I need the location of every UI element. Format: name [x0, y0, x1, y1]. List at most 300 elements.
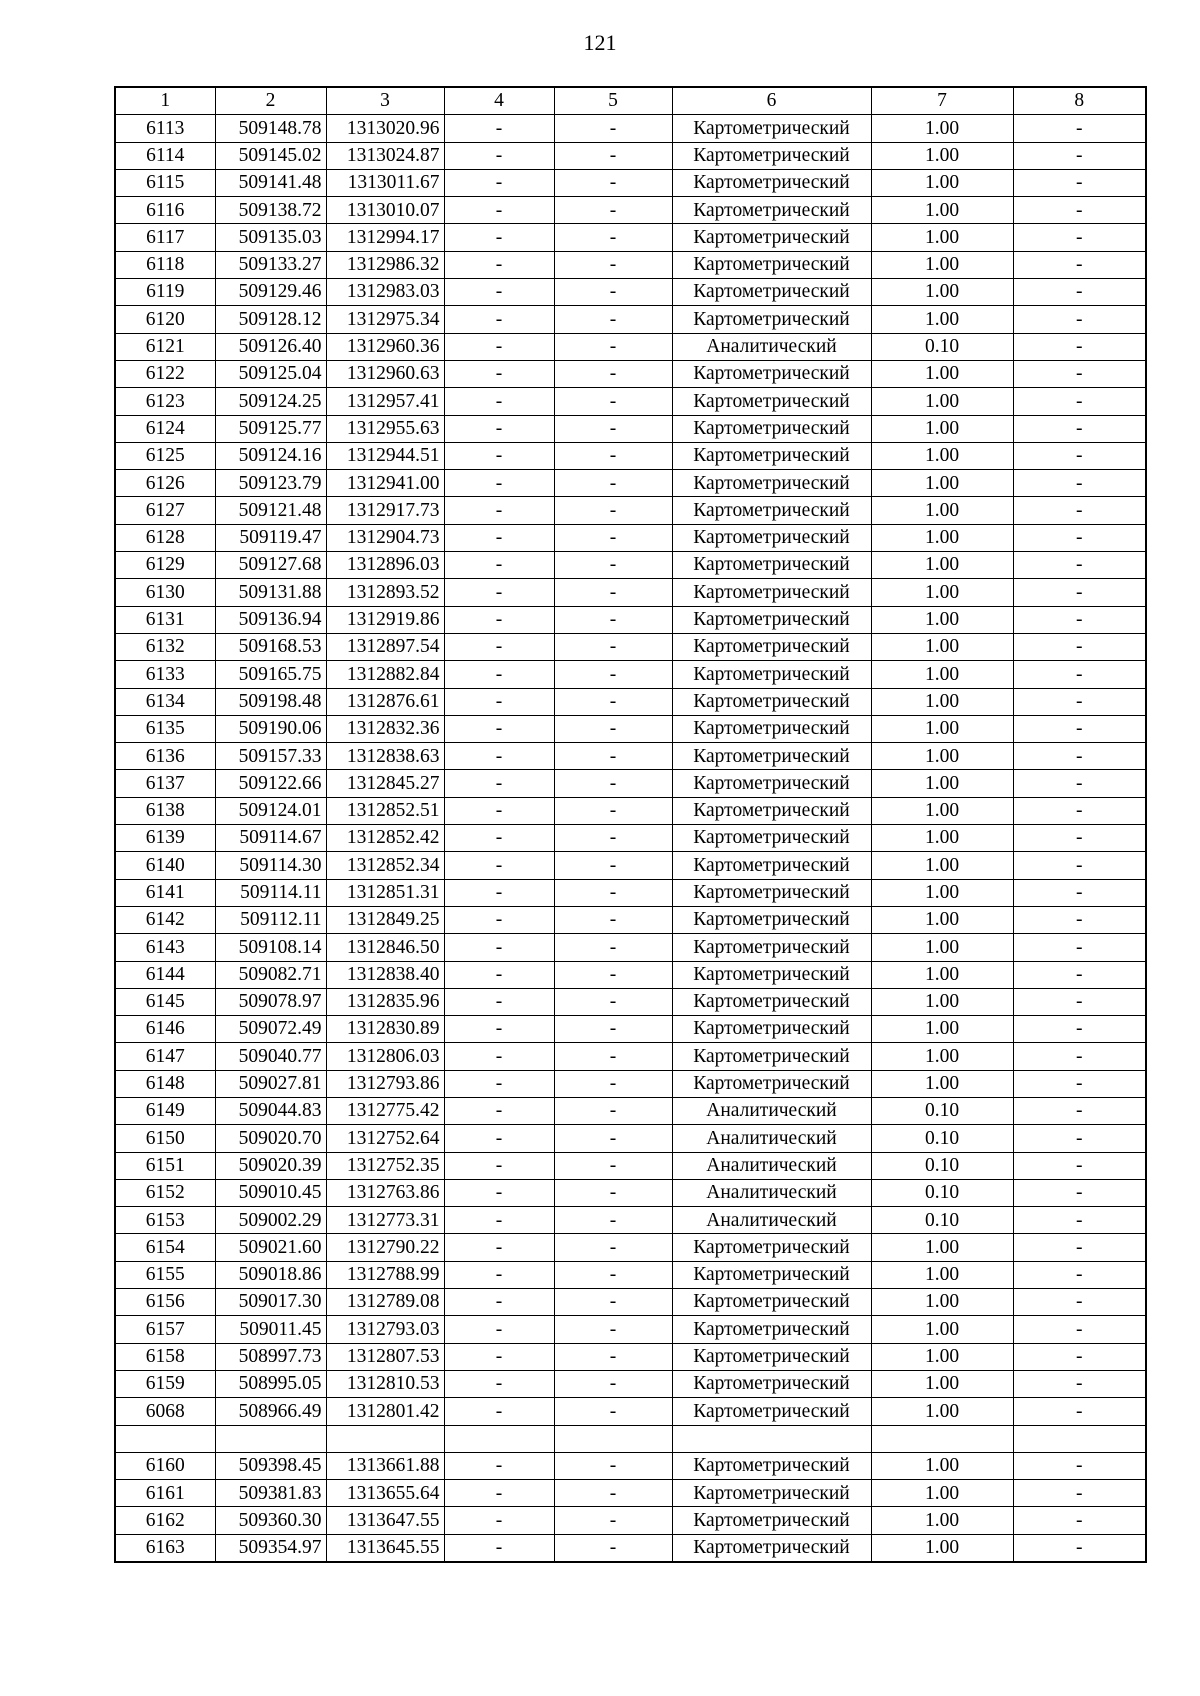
- accuracy-cell: 1.00: [871, 688, 1013, 715]
- table-row: [115, 1261, 1146, 1288]
- column-8-cell: -: [1013, 169, 1146, 196]
- y-coordinate-cell: 1312852.42: [326, 825, 444, 852]
- column-8-cell: -: [1013, 879, 1146, 906]
- column-4-cell: -: [444, 224, 554, 251]
- y-coordinate-cell: 1312832.36: [326, 715, 444, 742]
- x-coordinate-cell: 509018.86: [215, 1261, 326, 1288]
- column-header: 6: [672, 87, 871, 115]
- column-8-cell: -: [1013, 251, 1146, 278]
- y-coordinate-cell: 1312845.27: [326, 770, 444, 797]
- column-4-cell: -: [444, 1070, 554, 1097]
- table-row: [115, 1370, 1146, 1397]
- table-row: [115, 906, 1146, 933]
- column-5-cell: -: [554, 224, 672, 251]
- x-coordinate-cell: 509017.30: [215, 1289, 326, 1316]
- point-number-cell: 6121: [115, 333, 215, 360]
- column-5-cell: -: [554, 1097, 672, 1124]
- accuracy-cell: 1.00: [871, 579, 1013, 606]
- method-cell: Картометрический: [672, 1398, 871, 1425]
- method-cell: Картометрический: [672, 1480, 871, 1507]
- table-row: [115, 142, 1146, 169]
- method-cell: Картометрический: [672, 1507, 871, 1534]
- point-number-cell: 6154: [115, 1234, 215, 1261]
- column-4-cell: -: [444, 1125, 554, 1152]
- point-number-cell: 6120: [115, 306, 215, 333]
- method-cell: Картометрический: [672, 715, 871, 742]
- table-row: [115, 661, 1146, 688]
- accuracy-cell: 1.00: [871, 852, 1013, 879]
- y-coordinate-cell: 1312994.17: [326, 224, 444, 251]
- column-8-cell: -: [1013, 1289, 1146, 1316]
- method-cell: Картометрический: [672, 797, 871, 824]
- column-5-cell: -: [554, 415, 672, 442]
- y-coordinate-cell: 1313020.96: [326, 115, 444, 142]
- column-4-cell: -: [444, 1152, 554, 1179]
- table-row: [115, 852, 1146, 879]
- y-coordinate-cell: 1313024.87: [326, 142, 444, 169]
- column-5-cell: -: [554, 115, 672, 142]
- column-8-cell: -: [1013, 988, 1146, 1015]
- x-coordinate-cell: 509131.88: [215, 579, 326, 606]
- accuracy-cell: 1.00: [871, 825, 1013, 852]
- accuracy-cell: 1.00: [871, 1507, 1013, 1534]
- accuracy-cell: 1.00: [871, 1534, 1013, 1562]
- point-number-cell: 6116: [115, 197, 215, 224]
- point-number-cell: 6158: [115, 1343, 215, 1370]
- point-number-cell: 6156: [115, 1289, 215, 1316]
- method-cell: Аналитический: [672, 1125, 871, 1152]
- x-coordinate-cell: 509381.83: [215, 1480, 326, 1507]
- method-cell: Картометрический: [672, 1234, 871, 1261]
- y-coordinate-cell: 1312960.36: [326, 333, 444, 360]
- accuracy-cell: 1.00: [871, 552, 1013, 579]
- column-8-cell: -: [1013, 1125, 1146, 1152]
- point-number-cell: 6126: [115, 470, 215, 497]
- x-coordinate-cell: 509114.67: [215, 825, 326, 852]
- accuracy-cell: 1.00: [871, 1343, 1013, 1370]
- column-5-cell: -: [554, 251, 672, 278]
- point-number-cell: 6153: [115, 1207, 215, 1234]
- y-coordinate-cell: 1312941.00: [326, 470, 444, 497]
- column-5-cell: -: [554, 825, 672, 852]
- point-number-cell: 6137: [115, 770, 215, 797]
- x-coordinate-cell: 509198.48: [215, 688, 326, 715]
- point-number-cell: 6117: [115, 224, 215, 251]
- column-4-cell: -: [444, 770, 554, 797]
- x-coordinate-cell: 509112.11: [215, 906, 326, 933]
- y-coordinate-cell: 1312846.50: [326, 934, 444, 961]
- point-number-cell: 6145: [115, 988, 215, 1015]
- method-cell: Картометрический: [672, 852, 871, 879]
- point-number-cell: 6163: [115, 1534, 215, 1562]
- table-row: [115, 579, 1146, 606]
- method-cell: Аналитический: [672, 1207, 871, 1234]
- column-4-cell: -: [444, 633, 554, 660]
- method-cell: [672, 1425, 871, 1452]
- column-8-cell: -: [1013, 961, 1146, 988]
- table-row: [115, 442, 1146, 469]
- x-coordinate-cell: 509398.45: [215, 1452, 326, 1479]
- x-coordinate-cell: 509126.40: [215, 333, 326, 360]
- table-row: [115, 879, 1146, 906]
- accuracy-cell: 1.00: [871, 770, 1013, 797]
- point-number-cell: 6149: [115, 1097, 215, 1124]
- column-8-cell: -: [1013, 142, 1146, 169]
- column-header: 5: [554, 87, 672, 115]
- accuracy-cell: 1.00: [871, 1261, 1013, 1288]
- table-row: [115, 1452, 1146, 1479]
- column-header: 3: [326, 87, 444, 115]
- y-coordinate-cell: 1313655.64: [326, 1480, 444, 1507]
- method-cell: Аналитический: [672, 1097, 871, 1124]
- method-cell: Аналитический: [672, 333, 871, 360]
- column-5-cell: -: [554, 197, 672, 224]
- table-row: [115, 1316, 1146, 1343]
- method-cell: Картометрический: [672, 606, 871, 633]
- method-cell: Картометрический: [672, 1070, 871, 1097]
- column-8-cell: -: [1013, 333, 1146, 360]
- x-coordinate-cell: 509136.94: [215, 606, 326, 633]
- accuracy-cell: 1.00: [871, 715, 1013, 742]
- table-row: [115, 1534, 1146, 1562]
- point-number-cell: 6122: [115, 360, 215, 387]
- column-5-cell: -: [554, 1289, 672, 1316]
- column-8-cell: -: [1013, 934, 1146, 961]
- method-cell: Картометрический: [672, 743, 871, 770]
- y-coordinate-cell: 1312806.03: [326, 1043, 444, 1070]
- column-header: 1: [115, 87, 215, 115]
- column-5-cell: -: [554, 524, 672, 551]
- column-5-cell: -: [554, 770, 672, 797]
- point-number-cell: 6142: [115, 906, 215, 933]
- y-coordinate-cell: 1312919.86: [326, 606, 444, 633]
- y-coordinate-cell: 1312830.89: [326, 1016, 444, 1043]
- accuracy-cell: 0.10: [871, 1207, 1013, 1234]
- column-5-cell: -: [554, 906, 672, 933]
- column-4-cell: -: [444, 415, 554, 442]
- column-5-cell: -: [554, 1207, 672, 1234]
- column-4-cell: -: [444, 524, 554, 551]
- column-4-cell: -: [444, 251, 554, 278]
- accuracy-cell: 1.00: [871, 906, 1013, 933]
- column-4-cell: -: [444, 1370, 554, 1397]
- column-8-cell: -: [1013, 1152, 1146, 1179]
- column-8-cell: -: [1013, 1207, 1146, 1234]
- table-row: [115, 333, 1146, 360]
- table-row: [115, 1234, 1146, 1261]
- column-4-cell: -: [444, 1043, 554, 1070]
- point-number-cell: 6114: [115, 142, 215, 169]
- y-coordinate-cell: 1313011.67: [326, 169, 444, 196]
- x-coordinate-cell: 509114.30: [215, 852, 326, 879]
- column-4-cell: -: [444, 142, 554, 169]
- column-8-cell: -: [1013, 1534, 1146, 1562]
- method-cell: Картометрический: [672, 1534, 871, 1562]
- column-5-cell: -: [554, 1370, 672, 1397]
- column-5-cell: -: [554, 279, 672, 306]
- point-number-cell: 6127: [115, 497, 215, 524]
- y-coordinate-cell: 1312851.31: [326, 879, 444, 906]
- column-5-cell: -: [554, 360, 672, 387]
- method-cell: Картометрический: [672, 470, 871, 497]
- column-8-cell: -: [1013, 688, 1146, 715]
- method-cell: Картометрический: [672, 442, 871, 469]
- column-4-cell: -: [444, 115, 554, 142]
- point-number-cell: 6124: [115, 415, 215, 442]
- method-cell: Картометрический: [672, 224, 871, 251]
- y-coordinate-cell: 1312789.08: [326, 1289, 444, 1316]
- accuracy-cell: 1.00: [871, 934, 1013, 961]
- column-8-cell: -: [1013, 715, 1146, 742]
- column-8-cell: -: [1013, 852, 1146, 879]
- x-coordinate-cell: 509114.11: [215, 879, 326, 906]
- column-8-cell: -: [1013, 1070, 1146, 1097]
- table-row: [115, 770, 1146, 797]
- point-number-cell: 6136: [115, 743, 215, 770]
- point-number-cell: 6139: [115, 825, 215, 852]
- accuracy-cell: 1.00: [871, 142, 1013, 169]
- x-coordinate-cell: 509122.66: [215, 770, 326, 797]
- page-number: 121: [583, 30, 617, 55]
- column-5-cell: -: [554, 442, 672, 469]
- point-number-cell: 6160: [115, 1452, 215, 1479]
- point-number-cell: 6128: [115, 524, 215, 551]
- column-8-cell: -: [1013, 470, 1146, 497]
- table-row: [115, 1425, 1146, 1452]
- x-coordinate-cell: 509072.49: [215, 1016, 326, 1043]
- method-cell: Картометрический: [672, 906, 871, 933]
- y-coordinate-cell: 1313645.55: [326, 1534, 444, 1562]
- table-body: [115, 115, 1146, 1562]
- column-8-cell: -: [1013, 797, 1146, 824]
- column-4-cell: -: [444, 579, 554, 606]
- column-5-cell: -: [554, 1398, 672, 1425]
- table-row: [115, 606, 1146, 633]
- accuracy-cell: 1.00: [871, 470, 1013, 497]
- point-number-cell: 6157: [115, 1316, 215, 1343]
- column-5-cell: -: [554, 1043, 672, 1070]
- accuracy-cell: 1.00: [871, 879, 1013, 906]
- column-8-cell: -: [1013, 1398, 1146, 1425]
- point-number-cell: 6123: [115, 388, 215, 415]
- accuracy-cell: 1.00: [871, 743, 1013, 770]
- column-8-cell: -: [1013, 224, 1146, 251]
- accuracy-cell: 1.00: [871, 633, 1013, 660]
- y-coordinate-cell: 1312801.42: [326, 1398, 444, 1425]
- method-cell: Картометрический: [672, 306, 871, 333]
- column-4-cell: -: [444, 743, 554, 770]
- y-coordinate-cell: 1312975.34: [326, 306, 444, 333]
- column-8-cell: -: [1013, 1234, 1146, 1261]
- x-coordinate-cell: 509141.48: [215, 169, 326, 196]
- column-5-cell: -: [554, 470, 672, 497]
- column-4-cell: -: [444, 688, 554, 715]
- column-4-cell: -: [444, 1398, 554, 1425]
- accuracy-cell: 0.10: [871, 1179, 1013, 1206]
- x-coordinate-cell: 509124.01: [215, 797, 326, 824]
- accuracy-cell: 1.00: [871, 306, 1013, 333]
- column-5-cell: -: [554, 797, 672, 824]
- column-5-cell: -: [554, 961, 672, 988]
- column-4-cell: -: [444, 852, 554, 879]
- column-5-cell: -: [554, 934, 672, 961]
- column-8-cell: -: [1013, 1507, 1146, 1534]
- table-row: [115, 360, 1146, 387]
- column-5-cell: -: [554, 169, 672, 196]
- x-coordinate-cell: 509157.33: [215, 743, 326, 770]
- point-number-cell: 6138: [115, 797, 215, 824]
- accuracy-cell: 0.10: [871, 333, 1013, 360]
- y-coordinate-cell: 1313010.07: [326, 197, 444, 224]
- table-row: [115, 251, 1146, 278]
- column-5-cell: -: [554, 1234, 672, 1261]
- column-4-cell: -: [444, 360, 554, 387]
- column-8-cell: -: [1013, 906, 1146, 933]
- column-4-cell: -: [444, 197, 554, 224]
- y-coordinate-cell: 1312983.03: [326, 279, 444, 306]
- column-8-cell: -: [1013, 1370, 1146, 1397]
- method-cell: Картометрический: [672, 961, 871, 988]
- method-cell: Картометрический: [672, 1343, 871, 1370]
- column-4-cell: -: [444, 470, 554, 497]
- header-row: [115, 87, 1146, 115]
- method-cell: Картометрический: [672, 1261, 871, 1288]
- point-number-cell: 6152: [115, 1179, 215, 1206]
- table-row: [115, 825, 1146, 852]
- column-4-cell: -: [444, 1207, 554, 1234]
- method-cell: Картометрический: [672, 1316, 871, 1343]
- point-number-cell: 6131: [115, 606, 215, 633]
- column-5-cell: -: [554, 606, 672, 633]
- y-coordinate-cell: 1312835.96: [326, 988, 444, 1015]
- method-cell: Картометрический: [672, 552, 871, 579]
- x-coordinate-cell: 509040.77: [215, 1043, 326, 1070]
- x-coordinate-cell: 509133.27: [215, 251, 326, 278]
- accuracy-cell: 1.00: [871, 169, 1013, 196]
- table-row: [115, 743, 1146, 770]
- accuracy-cell: 1.00: [871, 1234, 1013, 1261]
- y-coordinate-cell: 1312790.22: [326, 1234, 444, 1261]
- table-row: [115, 552, 1146, 579]
- table-row: [115, 306, 1146, 333]
- method-cell: Картометрический: [672, 251, 871, 278]
- column-8-cell: -: [1013, 197, 1146, 224]
- accuracy-cell: 1.00: [871, 415, 1013, 442]
- y-coordinate-cell: 1312904.73: [326, 524, 444, 551]
- column-4-cell: -: [444, 169, 554, 196]
- y-coordinate-cell: 1312838.40: [326, 961, 444, 988]
- x-coordinate-cell: 509119.47: [215, 524, 326, 551]
- column-8-cell: -: [1013, 1343, 1146, 1370]
- column-8-cell: -: [1013, 743, 1146, 770]
- table-row: [115, 688, 1146, 715]
- x-coordinate-cell: 509121.48: [215, 497, 326, 524]
- column-4-cell: -: [444, 906, 554, 933]
- x-coordinate-cell: 509165.75: [215, 661, 326, 688]
- method-cell: Картометрический: [672, 770, 871, 797]
- column-header: 2: [215, 87, 326, 115]
- column-8-cell: -: [1013, 415, 1146, 442]
- table-row: [115, 1507, 1146, 1534]
- column-4-cell: -: [444, 661, 554, 688]
- column-8-cell: -: [1013, 1316, 1146, 1343]
- point-number-cell: 6113: [115, 115, 215, 142]
- column-5-cell: -: [554, 1507, 672, 1534]
- y-coordinate-cell: 1312876.61: [326, 688, 444, 715]
- column-4-cell: -: [444, 1316, 554, 1343]
- method-cell: Картометрический: [672, 115, 871, 142]
- accuracy-cell: 0.10: [871, 1097, 1013, 1124]
- column-8-cell: -: [1013, 115, 1146, 142]
- x-coordinate-cell: 509021.60: [215, 1234, 326, 1261]
- y-coordinate-cell: 1312752.35: [326, 1152, 444, 1179]
- point-number-cell: 6140: [115, 852, 215, 879]
- point-number-cell: 6159: [115, 1370, 215, 1397]
- y-coordinate-cell: 1312893.52: [326, 579, 444, 606]
- column-8-cell: -: [1013, 1016, 1146, 1043]
- table-row: [115, 1207, 1146, 1234]
- column-header: 8: [1013, 87, 1146, 115]
- accuracy-cell: 1.00: [871, 797, 1013, 824]
- table-row: [115, 1289, 1146, 1316]
- y-coordinate-cell: 1312957.41: [326, 388, 444, 415]
- method-cell: Картометрический: [672, 579, 871, 606]
- column-8-cell: -: [1013, 1097, 1146, 1124]
- y-coordinate-cell: 1312752.64: [326, 1125, 444, 1152]
- accuracy-cell: 1.00: [871, 1370, 1013, 1397]
- accuracy-cell: 1.00: [871, 224, 1013, 251]
- table-row: [115, 497, 1146, 524]
- x-coordinate-cell: [215, 1425, 326, 1452]
- accuracy-cell: 1.00: [871, 1398, 1013, 1425]
- column-5-cell: -: [554, 661, 672, 688]
- column-5-cell: -: [554, 715, 672, 742]
- method-cell: Картометрический: [672, 688, 871, 715]
- column-4-cell: -: [444, 825, 554, 852]
- y-coordinate-cell: 1312773.31: [326, 1207, 444, 1234]
- column-5-cell: -: [554, 1125, 672, 1152]
- column-5-cell: -: [554, 879, 672, 906]
- accuracy-cell: [871, 1425, 1013, 1452]
- column-5-cell: -: [554, 306, 672, 333]
- column-8-cell: -: [1013, 579, 1146, 606]
- column-5-cell: -: [554, 1261, 672, 1288]
- method-cell: Картометрический: [672, 661, 871, 688]
- column-4-cell: -: [444, 552, 554, 579]
- column-8-cell: -: [1013, 1179, 1146, 1206]
- x-coordinate-cell: 508997.73: [215, 1343, 326, 1370]
- point-number-cell: 6144: [115, 961, 215, 988]
- y-coordinate-cell: 1313661.88: [326, 1452, 444, 1479]
- x-coordinate-cell: 509128.12: [215, 306, 326, 333]
- accuracy-cell: 1.00: [871, 1289, 1013, 1316]
- column-4-cell: [444, 1425, 554, 1452]
- accuracy-cell: 0.10: [871, 1125, 1013, 1152]
- method-cell: Картометрический: [672, 142, 871, 169]
- x-coordinate-cell: 509124.25: [215, 388, 326, 415]
- y-coordinate-cell: 1312788.99: [326, 1261, 444, 1288]
- column-8-cell: -: [1013, 1261, 1146, 1288]
- column-8-cell: -: [1013, 442, 1146, 469]
- x-coordinate-cell: 509148.78: [215, 115, 326, 142]
- x-coordinate-cell: 509145.02: [215, 142, 326, 169]
- method-cell: Аналитический: [672, 1152, 871, 1179]
- column-5-cell: -: [554, 688, 672, 715]
- accuracy-cell: 1.00: [871, 1070, 1013, 1097]
- column-5-cell: -: [554, 142, 672, 169]
- column-4-cell: -: [444, 1261, 554, 1288]
- column-4-cell: -: [444, 1016, 554, 1043]
